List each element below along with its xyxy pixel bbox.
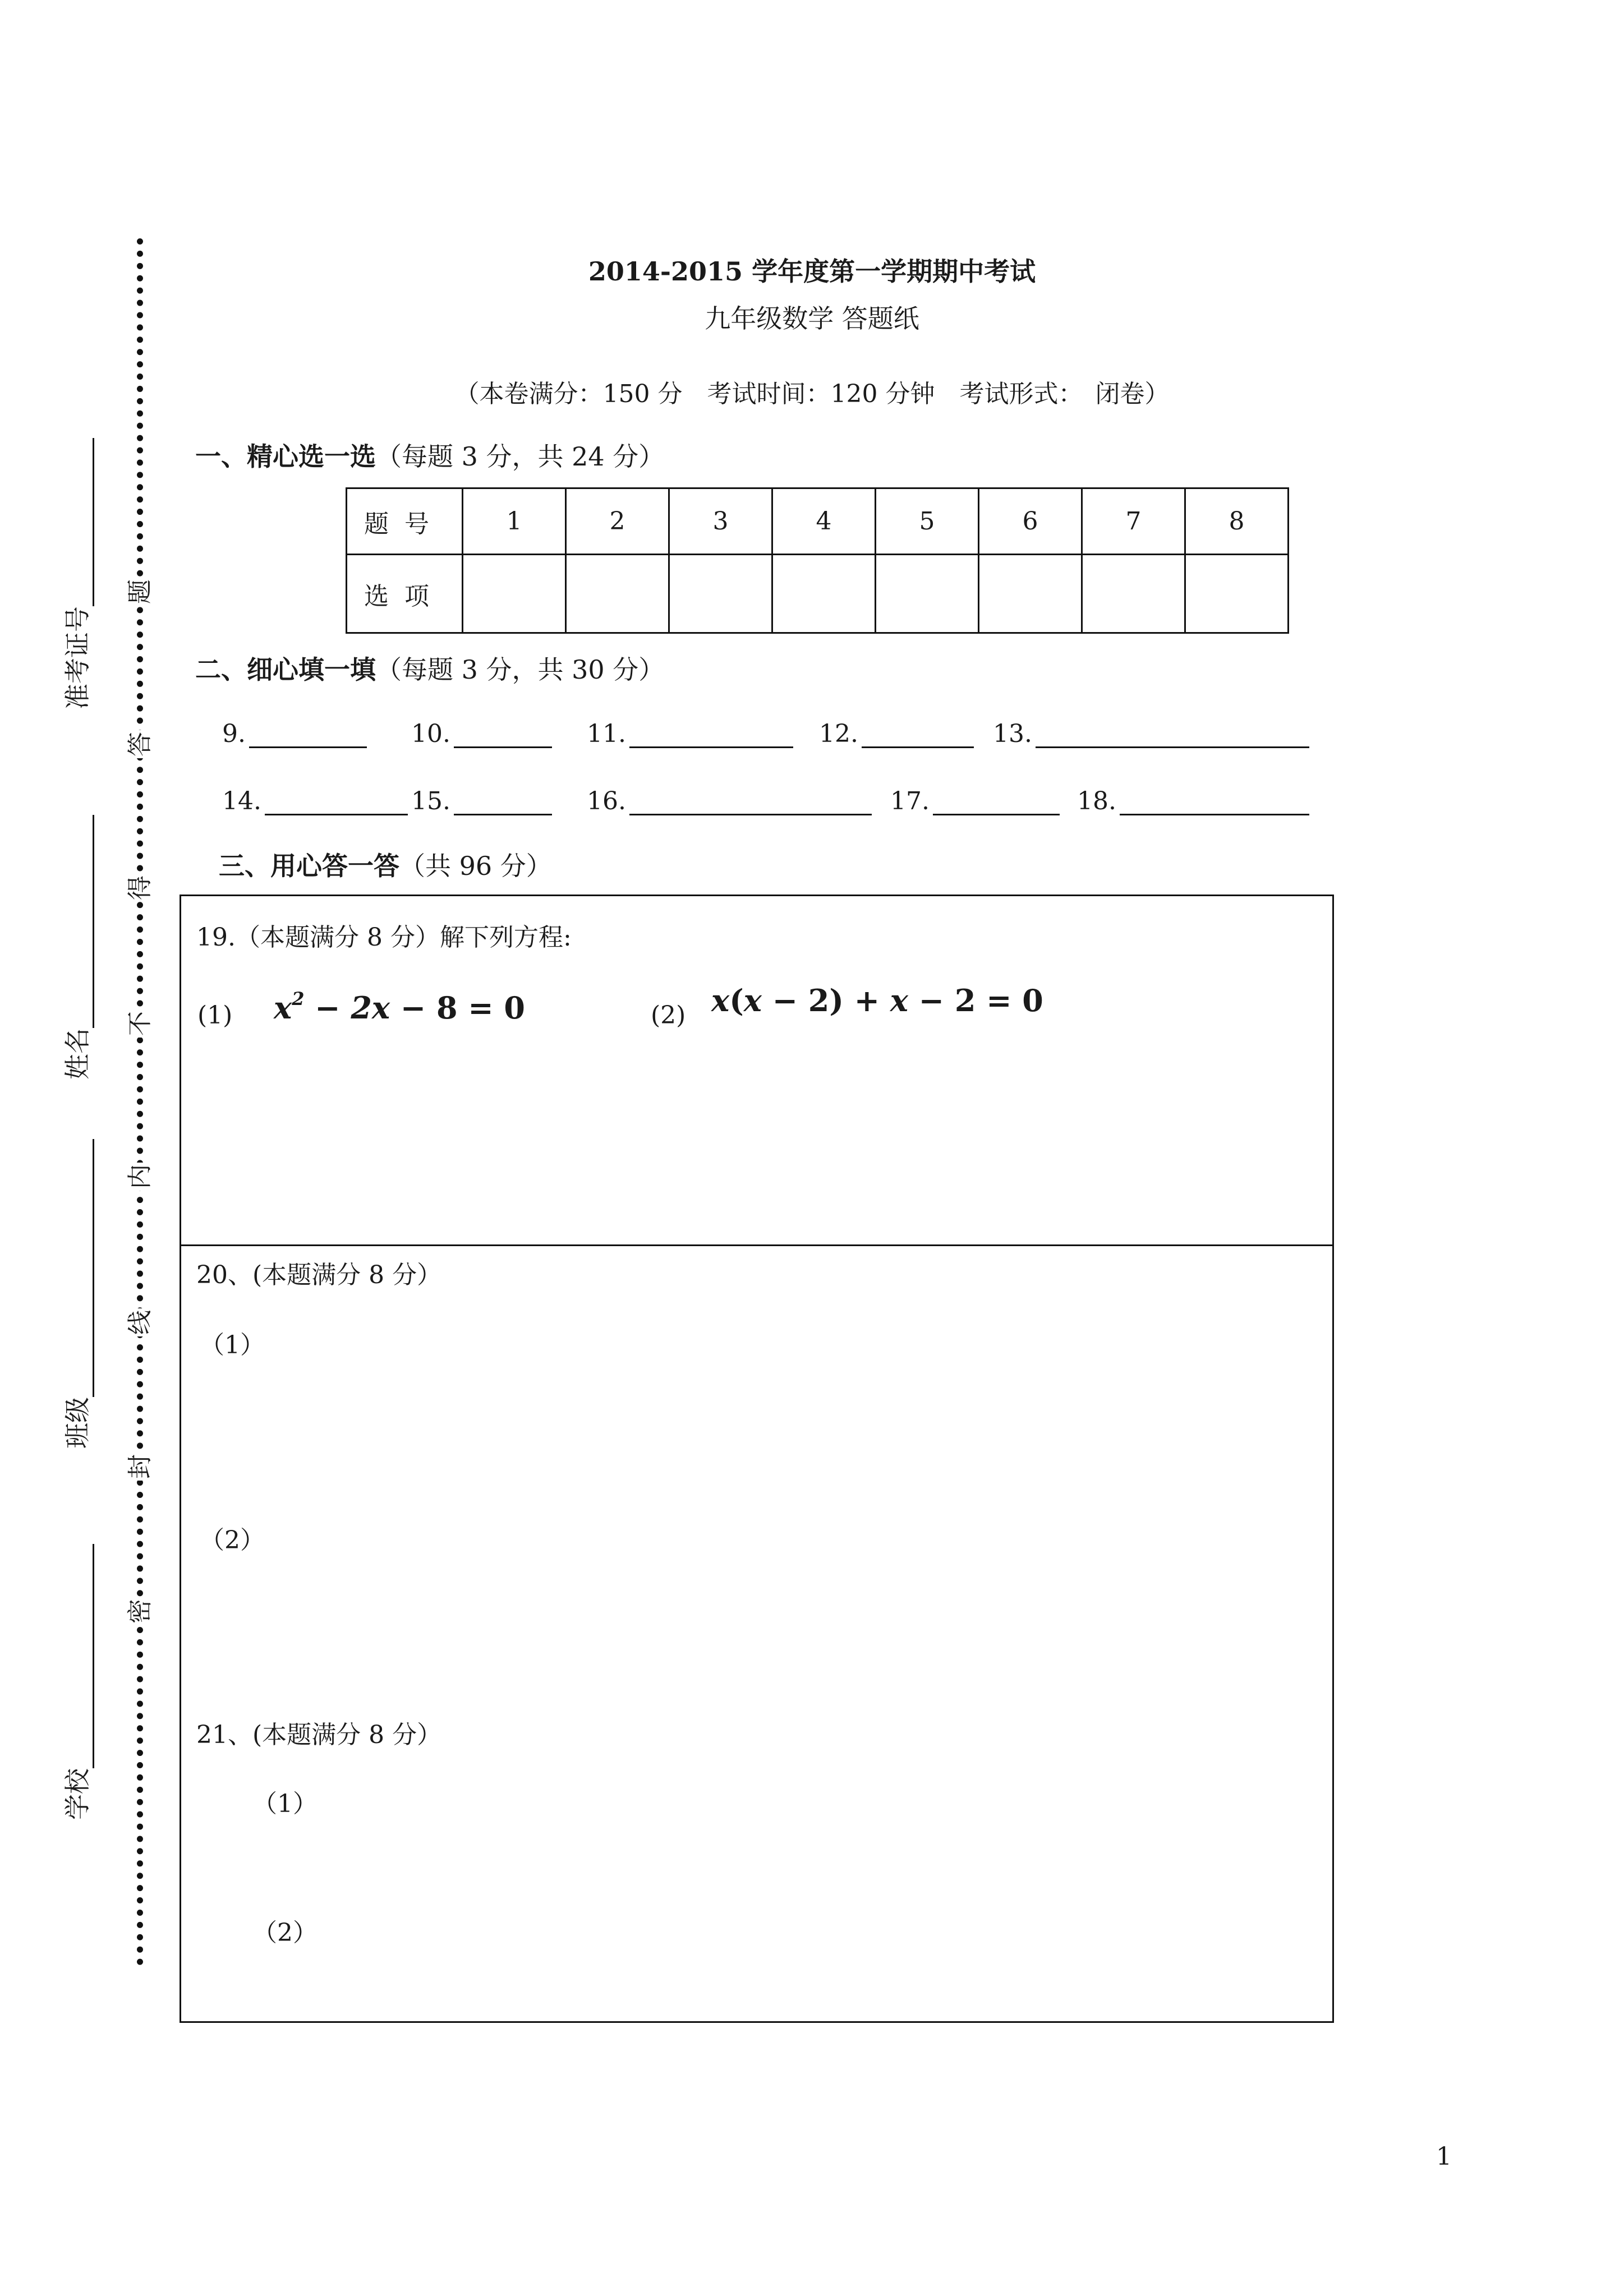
blank-item: 14. xyxy=(222,787,408,815)
seal-char: 不 xyxy=(128,1009,153,1038)
seal-char: 封 xyxy=(128,1453,153,1481)
blank-item: 11. xyxy=(587,720,793,748)
blank-line[interactable] xyxy=(629,791,872,815)
question-number-cell: 6 xyxy=(979,488,1082,555)
name-label: 姓名 xyxy=(62,1028,93,1080)
blank-item: 12. xyxy=(819,720,974,748)
exam-id-label: 准考证号 xyxy=(62,606,93,709)
blank-line[interactable] xyxy=(933,791,1060,815)
blank-line[interactable] xyxy=(265,791,408,815)
exam-title: 2014-2015 学年度第一学期期中考试 xyxy=(588,256,1036,287)
question-number-cell: 5 xyxy=(876,488,979,555)
seal-char: 内 xyxy=(128,1163,153,1191)
section3-title: 三、用心答一答 xyxy=(219,851,399,881)
table-row xyxy=(347,488,1289,555)
blank-item: 13. xyxy=(993,720,1309,748)
section2-title: 二、细心填一填 xyxy=(195,654,376,685)
blank-line[interactable] xyxy=(454,724,552,748)
q21-label: 21、(本题满分 8 分） xyxy=(196,1721,442,1749)
section1-note: （每题 3 分，共 24 分） xyxy=(376,441,665,472)
blank-line[interactable] xyxy=(1036,724,1309,748)
choice-answer-table xyxy=(346,487,1289,634)
blank-line[interactable] xyxy=(249,724,367,748)
question-number-cell: 7 xyxy=(1082,488,1185,555)
page-number: 1 xyxy=(1436,2142,1452,2171)
answer-cell[interactable] xyxy=(669,555,772,633)
blank-item: 17. xyxy=(890,787,1060,815)
seal-char: 得 xyxy=(128,874,153,902)
blank-item: 9. xyxy=(222,720,367,748)
school-field[interactable] xyxy=(61,1544,94,1820)
exam-id-field[interactable] xyxy=(61,438,94,709)
blank-line[interactable] xyxy=(1120,791,1309,815)
section2-heading xyxy=(195,649,664,686)
seal-char: 题 xyxy=(128,578,153,606)
blank-line[interactable] xyxy=(629,724,793,748)
blank-item: 10. xyxy=(411,720,552,748)
question-number-cell: 3 xyxy=(669,488,772,555)
blank-item: 18. xyxy=(1077,787,1309,815)
section3-heading xyxy=(219,846,552,883)
class-field[interactable] xyxy=(61,1139,94,1449)
question-number-cell: 8 xyxy=(1185,488,1289,555)
seal-char: 答 xyxy=(128,730,153,758)
q19-label: 19.（本题满分 8 分）解下列方程: xyxy=(196,923,572,952)
question-number-cell: 4 xyxy=(772,488,876,555)
q19-part1-label: (1) xyxy=(197,1001,233,1030)
seal-char: 密 xyxy=(128,1597,153,1625)
name-field[interactable] xyxy=(61,815,94,1080)
section1-title: 一、精心选一选 xyxy=(195,441,376,472)
q21-part1-label: （1） xyxy=(252,1790,318,1818)
exam-subtitle: 九年级数学 答题纸 xyxy=(705,303,919,334)
section3-note: （共 96 分） xyxy=(399,851,552,881)
class-underline[interactable] xyxy=(66,1139,94,1397)
question-number-cell: 1 xyxy=(463,488,566,555)
answer-cell[interactable] xyxy=(1082,555,1185,633)
answer-cell[interactable] xyxy=(566,555,669,633)
class-label: 班级 xyxy=(62,1397,93,1449)
question-number-header: 题号 xyxy=(347,488,463,555)
q20-label: 20、(本题满分 8 分） xyxy=(196,1261,442,1289)
name-underline[interactable] xyxy=(66,815,94,1028)
school-label: 学校 xyxy=(62,1768,93,1820)
answer-cell[interactable] xyxy=(1185,555,1289,633)
answer-box[interactable] xyxy=(180,895,1334,2023)
seal-dotted-line xyxy=(137,238,143,1966)
q19-part2-label: (2) xyxy=(651,1001,686,1030)
blank-line[interactable] xyxy=(454,791,552,815)
q20-part1-label: （1） xyxy=(200,1331,265,1359)
answer-cell[interactable] xyxy=(463,555,566,633)
section2-note: （每题 3 分，共 30 分） xyxy=(376,654,665,685)
blank-item: 15. xyxy=(411,787,552,815)
answer-cell[interactable] xyxy=(876,555,979,633)
blank-line[interactable] xyxy=(862,724,974,748)
answer-cell[interactable] xyxy=(979,555,1082,633)
blank-item: 16. xyxy=(587,787,872,815)
section1-heading xyxy=(195,436,664,473)
q19-equation-1: $x^2 - 2x - 8 = 0$ xyxy=(274,988,525,1026)
q21-part2-label: （2） xyxy=(252,1919,318,1947)
q20-part2-label: （2） xyxy=(200,1526,265,1555)
table-row xyxy=(347,555,1289,633)
exam-info: （本卷满分：150 分 考试时间：120 分钟 考试形式： 闭卷） xyxy=(454,380,1170,408)
seal-char: 线 xyxy=(128,1308,153,1336)
q19-equation-2: x(x − 2) + x − 2 = 0 xyxy=(711,983,1043,1018)
exam-id-underline[interactable] xyxy=(66,438,94,606)
answer-cell[interactable] xyxy=(772,555,876,633)
school-underline[interactable] xyxy=(66,1544,94,1768)
question-number-cell: 2 xyxy=(566,488,669,555)
option-header: 选项 xyxy=(347,555,463,633)
answer-box-divider xyxy=(180,1244,1332,1246)
